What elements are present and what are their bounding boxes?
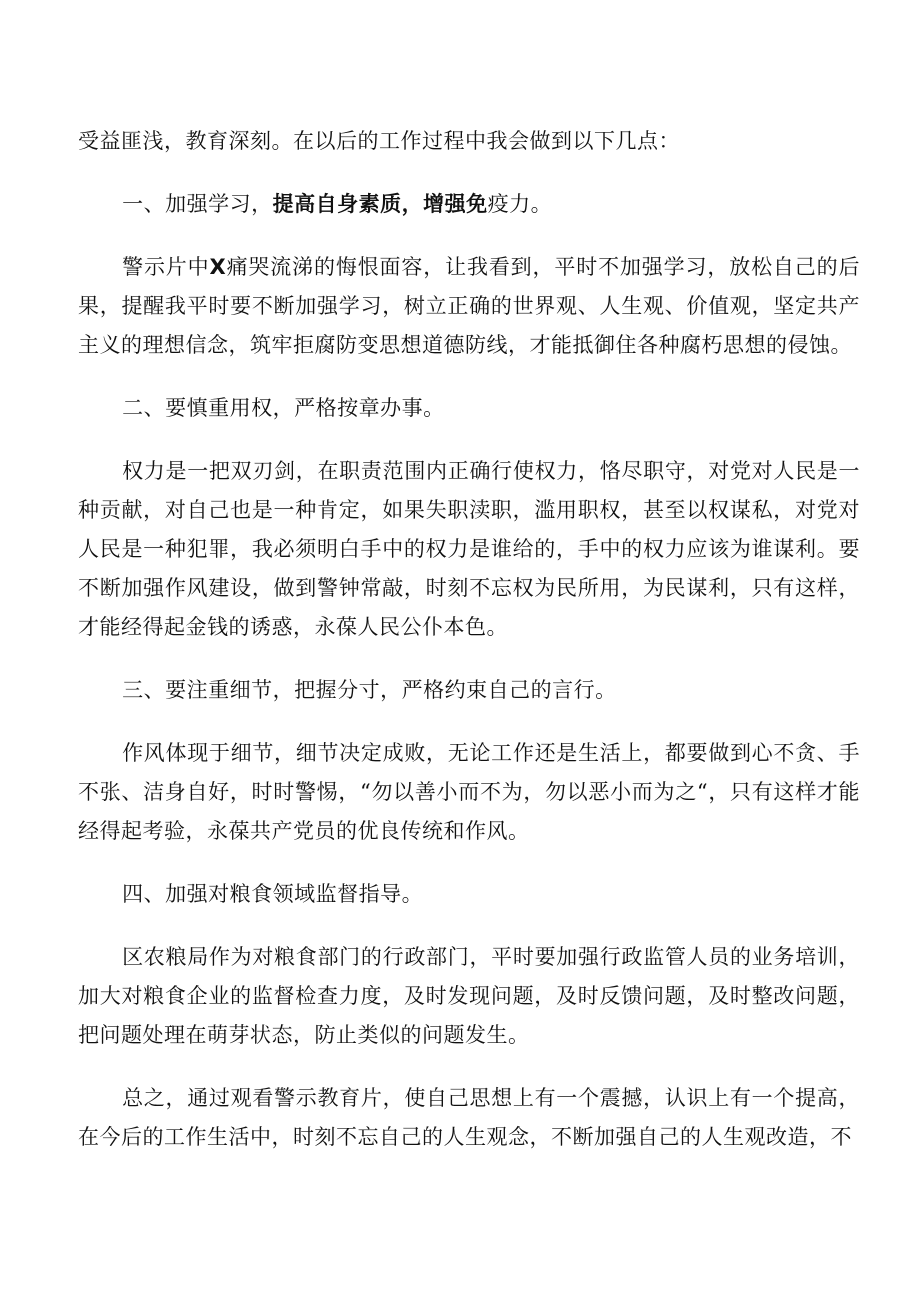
paragraph-one bbox=[78, 248, 860, 365]
intro-paragraph: 受益匪浅，教育深刻。在以后的工作过程中我会做到以下几点： bbox=[78, 129, 680, 153]
paragraph-one-part-c: 痛哭流涕的悔恨面容，让我看到，平时不加强学习，放松自己的后果，提醒我平时要不断加强学习，树立正确的世界观、人生观、价值观，坚定共产主义的理想信念，筑牢拒腐防变思想道德防线，才能抵御住各种腐朽思想的侵蚀。 bbox=[78, 255, 861, 357]
paragraph-three: 作风体现于细节，细节决定成败，无论工作还是生活上，都要做到心不贪、手不张、洁身自好，时时警惕，“勿以善小而不为，勿以恶小而为之“，只有这样才能经得起考验，永葆共产党员的优良传统和作风。 bbox=[78, 741, 860, 843]
paragraph-two: 权力是一把双刃剑，在职责范围内正确行使权力，恪尽职守，对党对人民是一种贡献，对自己也是一种肯定，如果失职渎职，滥用职权，甚至以权谋私，对党对人民是一种犯罪，我必须明白手中的权力是谁给的，手中的权力应该为谁谋利。要不断加强作风建设，做到警钟常敲，时刻不忘权为民所用，为民谋利，只有这样，才能经得起金钱的诱惑，永葆人民公仆本色。 bbox=[78, 459, 860, 639]
heading-two: 二、要慎重用权，严格按章办事。 bbox=[122, 396, 445, 420]
paragraph-five: 总之，通过观看警示教育片，使自己思想上有一个震撼，认识上有一个提高，在今后的工作生活中，时刻不忘自己的人生观念，不断加强自己的人生观改造，不 bbox=[78, 1086, 860, 1149]
paragraph-one-bold-x: X bbox=[209, 255, 227, 279]
heading-one-bold: 提高自身素质，增强免 bbox=[272, 192, 488, 216]
paragraph-one-part-a: 警示片中 bbox=[122, 255, 210, 279]
paragraph-four: 区农粮局作为对粮食部门的行政部门，平时要加强行政监管人员的业务培训，加大对粮食企业的监督检查力度，及时发现问题，及时反馈问题，及时整改问题，把问题处理在萌芽状态，防止类似的问题发生。 bbox=[78, 945, 860, 1047]
heading-one-part-a: 一、加强学习， bbox=[122, 192, 273, 216]
heading-one bbox=[78, 185, 860, 224]
heading-one-part-c: 疫力。 bbox=[487, 192, 553, 216]
document-body bbox=[78, 122, 860, 1157]
heading-three: 三、要注重细节，把握分寸，严格约束自己的言行。 bbox=[122, 678, 617, 702]
heading-four: 四、加强对粮食领域监督指导。 bbox=[122, 882, 424, 906]
